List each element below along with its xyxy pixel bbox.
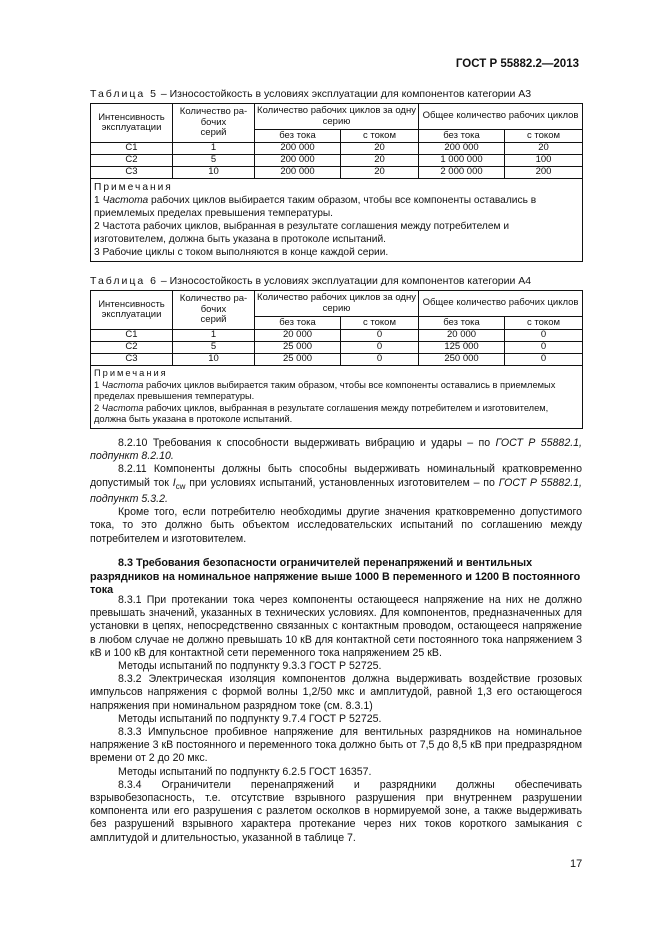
methods-8-3-2: Методы испытаний по подпункту 9.7.4 ГОСТ Р 52725.	[118, 712, 382, 725]
section-8-3-paragraphs	[90, 594, 582, 845]
table-cell: 200	[505, 167, 583, 179]
table6-note-1-text: рабочих циклов выбирается таким образом, чтобы все компоненты оставались в приемлемых пределах превышения температуры.	[94, 379, 556, 401]
current-subscript: cw	[175, 481, 186, 491]
table6-header-series	[173, 291, 255, 330]
table-cell: 5	[173, 342, 255, 354]
table-cell: С3	[91, 167, 173, 179]
table-cell: С1	[91, 143, 173, 155]
table-cell: 125 000	[419, 342, 505, 354]
table6-sub-current-1: с током	[341, 317, 419, 330]
table5-note-1-italic: Частота	[102, 195, 149, 206]
table-cell: 2 000 000	[419, 167, 505, 179]
table5-note-1	[94, 194, 579, 220]
table6-notes	[91, 366, 583, 429]
table5-caption-label: Таблица 5	[90, 88, 158, 100]
table5	[90, 103, 583, 262]
table-cell: С2	[91, 155, 173, 167]
table5-caption-text: – Износостойкость в условиях эксплуатации для компонентов категории А3	[157, 88, 532, 100]
table6-sub-nocurrent-2: без тока	[419, 317, 505, 330]
table6-header-intensity: Интенсивность эксплуатации	[91, 291, 173, 330]
table-cell: С2	[91, 342, 173, 354]
table6-note-2-num: 2	[94, 402, 102, 413]
table-cell: 0	[505, 342, 583, 354]
paragraph-8-2-10-ref: ГОСТ Р 55882.1, подпункт 8.2.10.	[90, 437, 582, 463]
methods-8-3-1: Методы испытаний по подпункту 9.3.3 ГОСТ Р 52725.	[118, 660, 382, 673]
table6-caption-text: – Износостойкость в условиях эксплуатации для компонентов категории А4	[157, 275, 532, 287]
table-cell: 0	[505, 354, 583, 366]
paragraph-8-2-11-text: 8.2.11 Компоненты должны быть способны выдерживать номинальный кратковременно допустимый ток	[90, 463, 582, 489]
paragraph-8-2-11	[90, 463, 582, 506]
table-cell: 20	[341, 167, 419, 179]
table-cell: 200 000	[255, 143, 341, 155]
document-code: ГОСТ Р 55882.2—2013	[455, 58, 579, 70]
paragraph-8-2-10	[90, 437, 582, 463]
table6-note-2-italic: Частота	[101, 402, 144, 413]
table6-note-1	[94, 380, 579, 403]
table5-notes	[91, 179, 583, 262]
table-cell: 0	[341, 342, 419, 354]
table6-caption	[90, 275, 531, 287]
page-number: 17	[570, 858, 583, 870]
table6-notes-heading: Примечания	[94, 368, 168, 378]
table-cell: 10	[173, 354, 255, 366]
table-cell: 1	[173, 330, 255, 342]
paragraph-8-2-10-text: 8.2.10 Требования к способности выдерживать вибрацию и удары – по	[118, 437, 496, 449]
table-cell: 10	[173, 167, 255, 179]
table-cell: 25 000	[255, 342, 341, 354]
table6-note-2	[94, 403, 579, 426]
methods-8-3-3: Методы испытаний по подпункту 6.2.5 ГОСТ 16357.	[118, 765, 372, 778]
table-row	[91, 143, 583, 155]
table6	[90, 290, 583, 429]
paragraph-8-3-3: 8.3.3 Импульсное пробивное напряжение для вентильных разрядников на номинальное напряжение 3 кВ постоянного и переменного тока должно быть от 7,5 до 8,5 кВ при предразрядном времени от 2 до 20 мкс.	[90, 726, 582, 765]
table5-header-series-line2: бочих	[200, 116, 227, 128]
table-cell: 200 000	[255, 167, 341, 179]
table5-header-cycles: Количество рабочих циклов за одну серию	[255, 104, 419, 130]
table5-notes-heading: Примечания	[94, 182, 173, 193]
table5-header-total: Общее количество рабочих циклов	[419, 104, 583, 130]
table5-sub-current-1: с током	[341, 130, 419, 143]
table6-caption-label: Таблица 6	[90, 275, 158, 287]
table5-note-2: 2 Частота рабочих циклов, выбранная в результате соглашения между потребителем и изготовителем, должна быть указана в протоколе испытаний.	[94, 221, 510, 245]
paragraph-8-3-1: 8.3.1 При протекании тока через компоненты остающееся напряжение на них не должно превышать значений, указанных в технических условиях. Для компонентов, предназначенных для установки в цепях, непосредственно связанных с контактным проводом, остающееся напряжение в любом случае не должно превышать 10 кВ для контактной сети постоянного тока напряжением 3 кВ и 100 кВ для контактной сети переменного тока напряжением 25 кВ.	[90, 594, 582, 659]
table6-header-cycles: Количество рабочих циклов за одну серию	[255, 291, 419, 317]
table-cell: 0	[341, 330, 419, 342]
table-cell: 20	[505, 143, 583, 155]
table6-header-series-line1: Количество ра-	[179, 293, 248, 305]
table5-note-3: 3 Рабочие циклы с током выполняются в конце каждой серии.	[94, 247, 389, 258]
table-cell: 20 000	[419, 330, 505, 342]
section-8-2-paragraphs	[90, 437, 582, 546]
table6-note-2-text: рабочих циклов, выбранная в результате соглашения между потребителем и изготовителем, должна быть указана в протоколе испытаний.	[94, 402, 549, 424]
paragraph-extra: Кроме того, если потребителю необходимы другие значения кратковременно допустимого тока, то это должно быть объектом исследовательских испытаний по соглашению между потребителем и изготовителем.	[90, 506, 582, 545]
current-symbol: I	[172, 476, 176, 489]
table5-note-1-num: 1	[94, 195, 103, 206]
table6-note-1-num: 1	[94, 379, 102, 390]
table5-header-series	[173, 104, 255, 143]
table-cell: С3	[91, 354, 173, 366]
table-cell: 20	[341, 155, 419, 167]
table-cell: 0	[505, 330, 583, 342]
table5-sub-nocurrent-1: без тока	[255, 130, 341, 143]
table-row	[91, 155, 583, 167]
table-cell: 5	[173, 155, 255, 167]
table-row	[91, 330, 583, 342]
table-cell: 20	[341, 143, 419, 155]
table5-header-series-line3: серий	[200, 127, 227, 139]
table-row	[91, 342, 583, 354]
table5-sub-current-2: с током	[505, 130, 583, 143]
paragraph-8-2-11-text-2: при условиях испытаний, установленных изготовителем – по	[185, 476, 499, 489]
table5-caption	[90, 88, 531, 100]
table5-note-1-text: рабочих циклов выбирается таким образом, чтобы все компоненты оставались в приемлемых пределах превышения температуры.	[94, 195, 537, 219]
table-row	[91, 354, 583, 366]
table-cell: 200 000	[419, 143, 505, 155]
table5-sub-nocurrent-2: без тока	[419, 130, 505, 143]
table-cell: 20 000	[255, 330, 341, 342]
table6-header-series-line2: бочих	[200, 303, 227, 315]
table5-header-series-line1: Количество ра-	[179, 106, 248, 118]
section-8-3-heading: 8.3 Требования безопасности ограничителей перенапряжений и вентильных разрядников на номинальное напряжение выше 1000 В переменного и 1200 В постоянного тока	[90, 557, 581, 596]
table-cell: 250 000	[419, 354, 505, 366]
table5-header-intensity: Интенсивность эксплуатации	[91, 104, 173, 143]
paragraph-8-3-2: 8.3.2 Электрическая изоляция компонентов должна выдерживать воздействие грозовых импульсов напряжения с формой волны 1,2/50 мкс и амплитудой, равной 1,3 его остающегося напряжения при номинальном разрядном токе (см. 8.3.1)	[90, 673, 582, 712]
table-cell: 1	[173, 143, 255, 155]
table-cell: 200 000	[255, 155, 341, 167]
table-cell: 0	[341, 354, 419, 366]
table6-header-series-line3: серий	[200, 314, 227, 326]
table-cell: С1	[91, 330, 173, 342]
table-row	[91, 167, 583, 179]
paragraph-8-3-4: 8.3.4 Ограничители перенапряжений и разрядники должны обеспечивать взрывобезопасность, т.е. отсутствие взрывного разрушения при внутреннем разрушении компонента или его разрушения с разлетом осколков в нормируемой зоне, а также выдерживать без разрушений взрывного характера протекание через них токов короткого замыкания с амплитудой и длительностью, указанной в таблице 7.	[90, 778, 582, 844]
paragraph-8-2-11-ref: ГОСТ Р 55882.1, подпункт 5.3.2.	[90, 476, 582, 505]
table-cell: 1 000 000	[419, 155, 505, 167]
table6-sub-nocurrent-1: без тока	[255, 317, 341, 330]
table6-note-1-italic: Частота	[101, 379, 144, 390]
table6-header-total: Общее количество рабочих циклов	[419, 291, 583, 317]
table-cell: 100	[505, 155, 583, 167]
table6-sub-current-2: с током	[505, 317, 583, 330]
table-cell: 25 000	[255, 354, 341, 366]
